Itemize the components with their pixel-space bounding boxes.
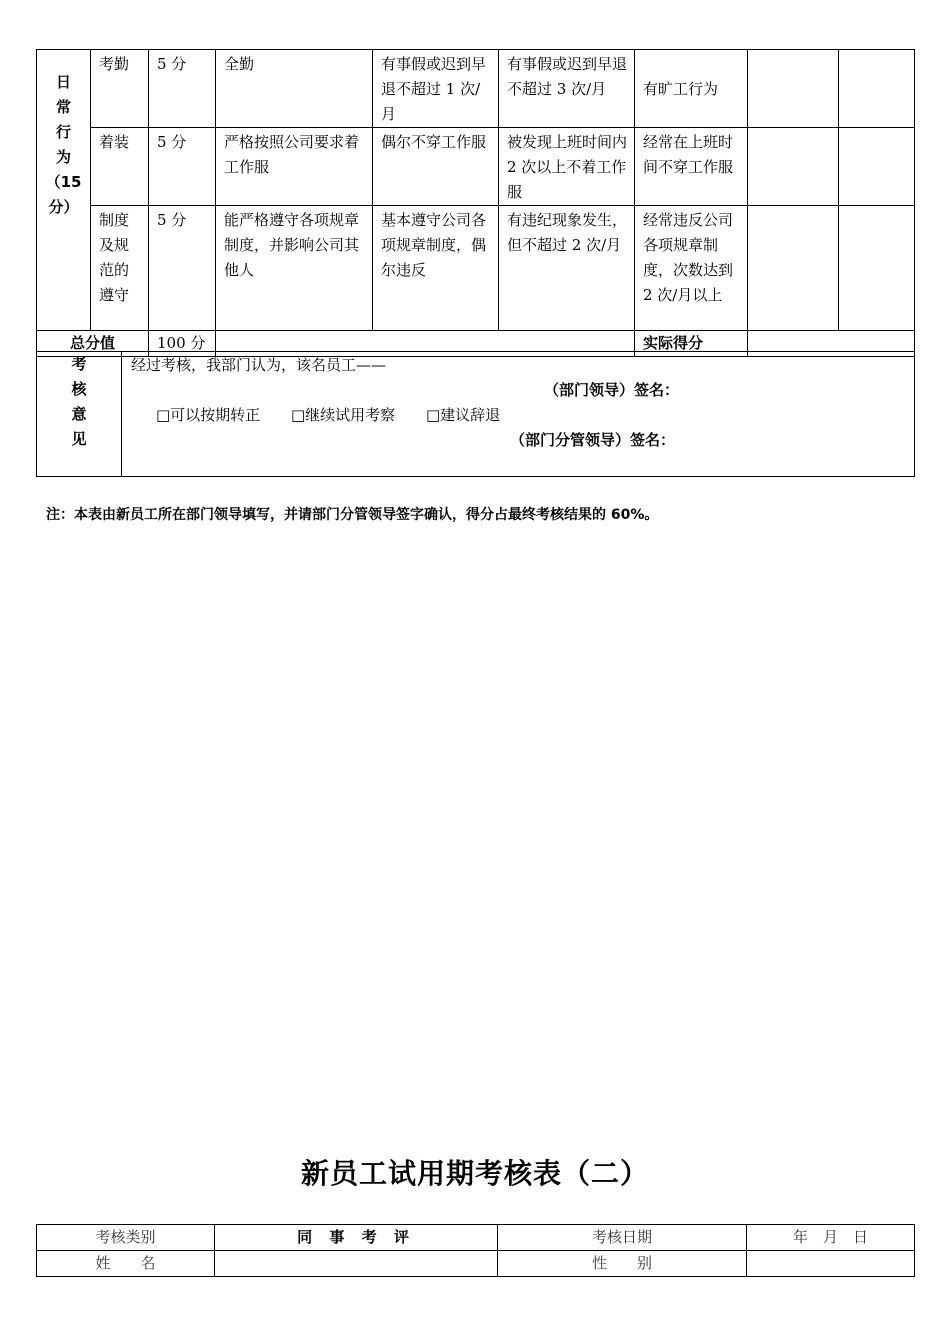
option-confirm-on-schedule[interactable]: □可以按期转正	[156, 406, 261, 424]
score-input-cell[interactable]	[748, 128, 839, 206]
score-input-cell[interactable]	[748, 206, 839, 331]
option-continue-probation[interactable]: □继续试用考察	[290, 406, 396, 424]
opinion-body	[122, 352, 915, 477]
date-value[interactable]: 年 月 日	[747, 1225, 915, 1251]
good-dress: 偶尔不穿工作服	[373, 128, 499, 206]
opinion-title: 考 核 意 见	[37, 352, 122, 477]
score-attendance: 5 分	[149, 50, 216, 128]
name-input[interactable]	[215, 1251, 498, 1277]
category-daily-behavior: 日 常 行 为 （15 分）	[37, 50, 91, 331]
supervisor-signature[interactable]: （部门分管领导）签名：	[510, 431, 676, 449]
excellent-rules: 能严格遵守各项规章制度，并影响公司其他人	[216, 206, 373, 331]
total-value: 100 分	[149, 331, 216, 357]
total-label: 总分值	[37, 331, 149, 357]
option-suggest-dismissal[interactable]: □建议辞退	[425, 406, 501, 424]
score-input-cell[interactable]	[748, 50, 839, 128]
fair-attendance: 有事假或迟到早退不超过 3 次/月	[499, 50, 635, 128]
score-rules: 5 分	[149, 206, 216, 331]
gender-label: 性 别	[498, 1251, 747, 1277]
poor-attendance: 有旷工行为	[635, 50, 748, 128]
actual-score-label: 实际得分	[635, 331, 748, 357]
remark-cell[interactable]	[839, 206, 915, 331]
item-dress: 着装	[91, 128, 149, 206]
category-label: 考核类别	[37, 1225, 215, 1251]
remark-cell[interactable]	[839, 50, 915, 128]
dept-leader-signature[interactable]: （部门领导）签名：	[544, 381, 680, 399]
poor-rules: 经常违反公司各项规章制度，次数达到 2 次/月以上	[635, 206, 748, 331]
date-label: 考核日期	[498, 1225, 747, 1251]
name-label: 姓 名	[37, 1251, 215, 1277]
item-attendance: 考勤	[91, 50, 149, 128]
score-dress: 5 分	[149, 128, 216, 206]
excellent-attendance: 全勤	[216, 50, 373, 128]
poor-dress: 经常在上班时间不穿工作服	[635, 128, 748, 206]
opinion-options	[156, 403, 526, 428]
excellent-dress: 严格按照公司要求着工作服	[216, 128, 373, 206]
gender-input[interactable]	[747, 1251, 915, 1277]
footnote: 注：本表由新员工所在部门领导填写，并请部门分管领导签字确认，得分占最终考核结果的 60%。	[46, 507, 659, 523]
fair-dress: 被发现上班时间内 2 次以上不着工作服	[499, 128, 635, 206]
good-attendance: 有事假或迟到早退不超过 1 次/月	[373, 50, 499, 128]
fair-rules: 有违纪现象发生，但不超过 2 次/月	[499, 206, 635, 331]
form-title: 新员工试用期考核表（二）	[300, 1157, 649, 1190]
evaluation-table	[36, 49, 915, 357]
good-rules: 基本遵守公司各项规章制度，偶尔违反	[373, 206, 499, 331]
category-value: 同 事 考 评	[215, 1225, 498, 1251]
remark-cell[interactable]	[839, 128, 915, 206]
info-table	[36, 1224, 915, 1277]
item-rules: 制度及规范的遵守	[91, 206, 149, 331]
opinion-intro: 经过考核，我部门认为，该名员工——	[131, 356, 387, 374]
opinion-table	[36, 351, 915, 477]
